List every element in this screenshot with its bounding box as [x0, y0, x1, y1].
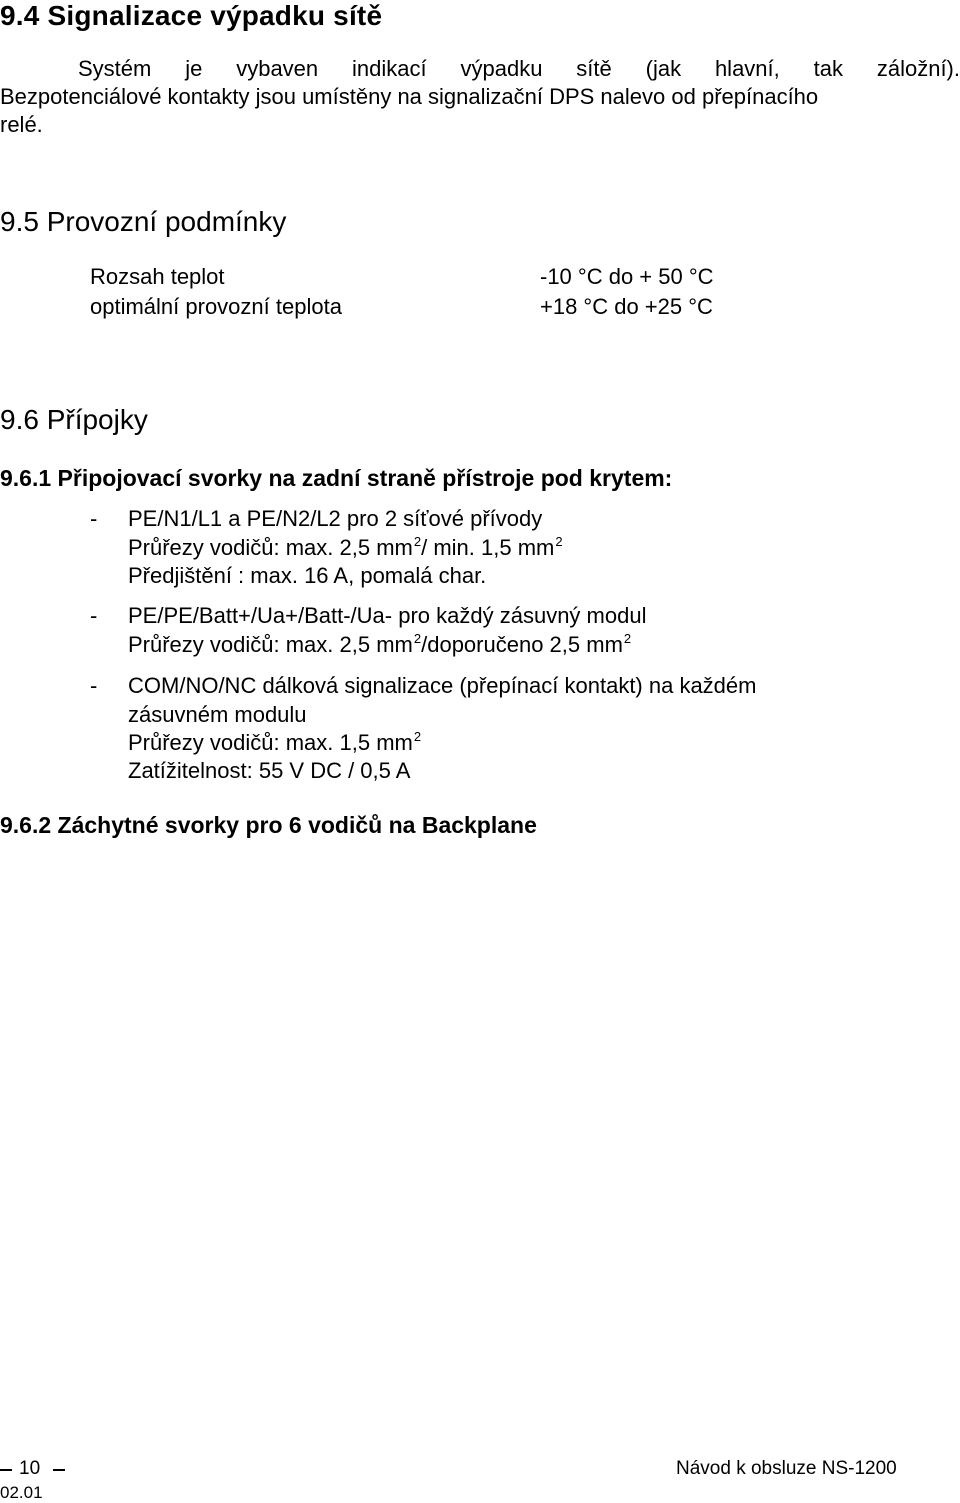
optimal-temperature-label: optimální provozní teplota	[90, 294, 342, 319]
temperature-range-value: -10 °C do + 50 °C	[540, 264, 714, 289]
bullet-2-dash: -	[90, 603, 98, 628]
bullet-3-line-4: Zatížitelnost: 55 V DC / 0,5 A	[128, 758, 411, 783]
bullet-2-line-1: PE/PE/Batt+/Ua+/Batt-/Ua- pro každý zásuvný modul	[128, 603, 647, 628]
footer-manual-title: Návod k obsluze NS-1200	[676, 1458, 897, 1479]
section-9-4-heading: 9.4 Signalizace výpadku sítě	[0, 0, 383, 31]
bullet-1-line-3: Předjištění : max. 16 A, pomalá char.	[128, 563, 487, 588]
bullet-3-line-1: COM/NO/NC dálková signalizace (přepínací kontakt) na každém	[128, 673, 757, 698]
section-9-6-heading: 9.6 Přípojky	[0, 404, 148, 435]
bullet-3-line-3: Průřezy vodičů: max. 1,5 $mm^2$	[128, 729, 422, 755]
bullet-2-line-2: Průřezy vodičů: max. 2,5 $mm^2$/doporučeno 2,5 $mm^2$	[128, 631, 632, 657]
footer-page-number: 10	[19, 1458, 41, 1479]
bullet-3-dash: -	[90, 673, 98, 698]
optimal-temperature-value: +18 °C do +25 °C	[540, 294, 713, 319]
section-9-5-heading: 9.5 Provozní podmínky	[0, 206, 287, 237]
footer-rule-right	[53, 1469, 65, 1471]
footer-rule-left	[0, 1469, 12, 1471]
bullet-1-line-1: PE/N1/L1 a PE/N2/L2 pro 2 síťové přívody	[128, 506, 543, 531]
bullet-3-line-2: zásuvném modulu	[128, 702, 307, 727]
temperature-range-label: Rozsah teplot	[90, 264, 225, 289]
bullet-1-dash: -	[90, 506, 98, 531]
section-9-4-paragraph-line-1: Systém je vybaven indikací výpadku sítě (jak hlavní, tak záložní).	[78, 56, 960, 81]
footer-date-code: 02.01	[0, 1483, 43, 1502]
bullet-1-line-2: Průřezy vodičů: max. 2,5 $mm^2/$ min. 1,5 $mm^2$	[128, 534, 563, 560]
section-9-6-2-heading: 9.6.2 Záchytné svorky pro 6 vodičů na Backplane	[0, 812, 537, 838]
section-9-6-1-heading: 9.6.1 Připojovací svorky na zadní straně přístroje pod krytem:	[0, 465, 673, 491]
section-9-4-paragraph-line-2: Bezpotenciálové kontakty jsou umístěny na signalizační DPS nalevo od přepínacího	[0, 84, 819, 109]
section-9-4-paragraph-line-3: relé.	[0, 112, 43, 137]
